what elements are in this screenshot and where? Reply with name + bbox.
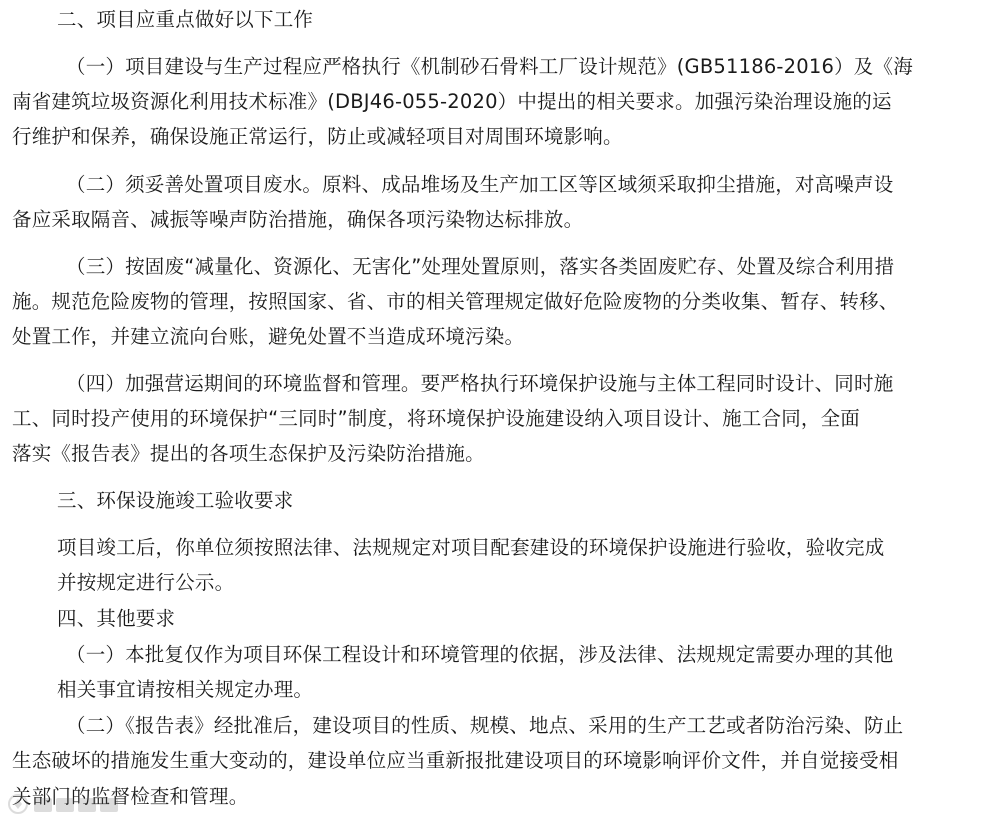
paragraph-line: 并按规定进行公示。 — [57, 571, 235, 594]
paragraph-line: 工、同时投产使用的环境保护“三同时”制度，将环境保护设施建设纳入项目设计、施工合同，全面 — [12, 407, 861, 430]
paragraph-line: 落实《报告表》提出的各项生态保护及污染防治措施。 — [12, 442, 485, 465]
paragraph-line: （四）加强营运期间的环境监督和管理。要严格执行环境保护设施与主体工程同时设计、同时施 — [66, 372, 894, 395]
paragraph-line: 相关事宜请按相关规定办理。 — [57, 678, 314, 701]
paragraph-line: 行维护和保养，确保设施正常运行，防止或减轻项目对周围环境影响。 — [12, 125, 623, 148]
section-heading-4: 四、其他要求 — [57, 607, 176, 630]
paragraph-line: （三）按固废“减量化、资源化、无害化”处理处置原则，落实各类固废贮存、处置及综合利用措 — [66, 255, 895, 278]
paragraph-line: （二）须妥善处置项目废水。原料、成品堆场及生产加工区等区域须采取抑尘措施，对高噪声设 — [66, 173, 894, 196]
paragraph-line: （二）《报告表》经批准后，建设项目的性质、规模、地点、采用的生产工艺或者防治污染、防止 — [66, 714, 904, 737]
paragraph-line: 生态破坏的措施发生重大变动的，建设单位应当重新报批建设项目的环境影响评价文件，并自觉接受相 — [12, 749, 899, 772]
paragraph-line: （一）项目建设与生产过程应严格执行《机制砂石骨料工厂设计规范》(GB51186-2016）及《海 — [66, 55, 913, 78]
section-heading-3: 三、环保设施竣工验收要求 — [57, 489, 294, 512]
paragraph-line: 施。规范危险废物的管理，按照国家、省、市的相关管理规定做好危险废物的分类收集、暂存、转移、 — [12, 290, 899, 313]
paragraph-line: 备应采取隔音、减振等噪声防治措施，确保各项污染物达标排放。 — [12, 208, 584, 231]
section-heading-2: 二、项目应重点做好以下工作 — [57, 8, 314, 31]
paragraph-line: 处置工作，并建立流向台账，避免处置不当造成环境污染。 — [12, 325, 525, 348]
paragraph-line: （一）本批复仅作为项目环保工程设计和环境管理的依据，涉及法律、法规规定需要办理的其他 — [66, 643, 894, 666]
paragraph-line: 关部门的监督检查和管理。 — [12, 785, 249, 808]
watermark-logo — [6, 790, 136, 818]
paragraph-line: 南省建筑垃圾资源化利用技术标准》(DBJ46-055-2020）中提出的相关要求。加强污染治理设施的运 — [12, 90, 892, 113]
paragraph-line: 项目竣工后，你单位须按照法律、法规规定对项目配套建设的环境保护设施进行验收，验收完成 — [57, 536, 885, 559]
